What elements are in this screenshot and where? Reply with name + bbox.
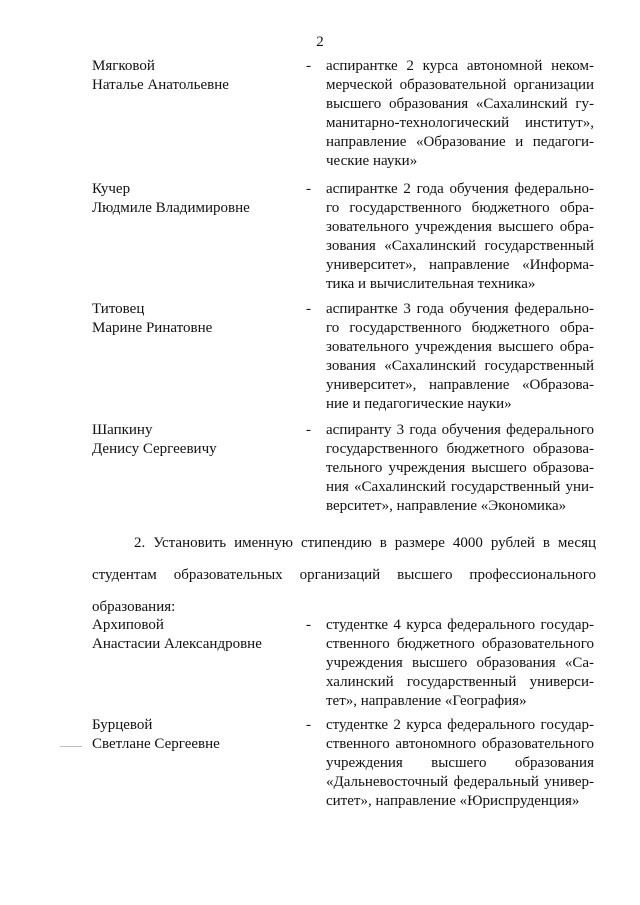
- page-number: 2: [316, 34, 324, 50]
- dash-separator: -: [306, 58, 311, 74]
- recipient-description: аспиранту 3 года обучения федерального государственного бюджетного образова- тельного учреждения высшего образова- ния «Сахалинский государственный уни- верситет», направление «Экономика»: [326, 422, 594, 514]
- dash-separator: -: [306, 181, 311, 197]
- recipient-name: Архиповой Анастасии Александровне: [92, 617, 262, 652]
- recipient-name: Бурцевой Светлане Сергеевне: [92, 717, 220, 752]
- dash-separator: -: [306, 422, 311, 438]
- dash-separator: -: [306, 717, 311, 733]
- paragraph-item-2: 2. Установить именную стипендию в размере 4000 рублей в месяц студентам образовательных организаций высшего профессионального образования:: [92, 535, 596, 615]
- recipient-description: аспирантке 3 года обучения федерально- го государственного бюджетного обра- зовательного учреждения высшего обра- зования «Сахалинский государственный университет», направление «Образова- ние и педагогические науки»: [326, 301, 594, 412]
- dash-separator: -: [306, 617, 311, 633]
- recipient-name: Мягковой Наталье Анатольевне: [92, 58, 229, 93]
- recipient-description: студентке 4 курса федерального государ- ственного бюджетного образовательного учреждения высшего образования «Са- халинский государственный универси- тет», направление «География»: [326, 617, 594, 709]
- dash-separator: -: [306, 301, 311, 317]
- recipient-description: студентке 2 курса федерального государ- ственного автономного образовательного учреждения высшего образования «Дальневосточный федеральный универ- ситет», направление «Юриспруденция»: [326, 717, 594, 809]
- recipient-description: аспирантке 2 года обучения федерально- го государственного бюджетного обра- зовательного учреждения высшего обра- зования «Сахалинский государственный университет», направление «Информа- тика и вычислительная техника»: [326, 181, 594, 292]
- recipient-name: Кучер Людмиле Владимировне: [92, 181, 250, 216]
- recipient-description: аспирантке 2 курса автономной неком- мерческой образовательной организации высшего образования «Сахалинский гу- манитарно-технологический институт», направление «Образование и педагоги- ческие науки»: [326, 58, 594, 169]
- recipient-name: Титовец Марине Ринатовне: [92, 301, 213, 336]
- recipient-name: Шапкину Денису Сергеевичу: [92, 422, 217, 457]
- margin-mark: [60, 746, 82, 747]
